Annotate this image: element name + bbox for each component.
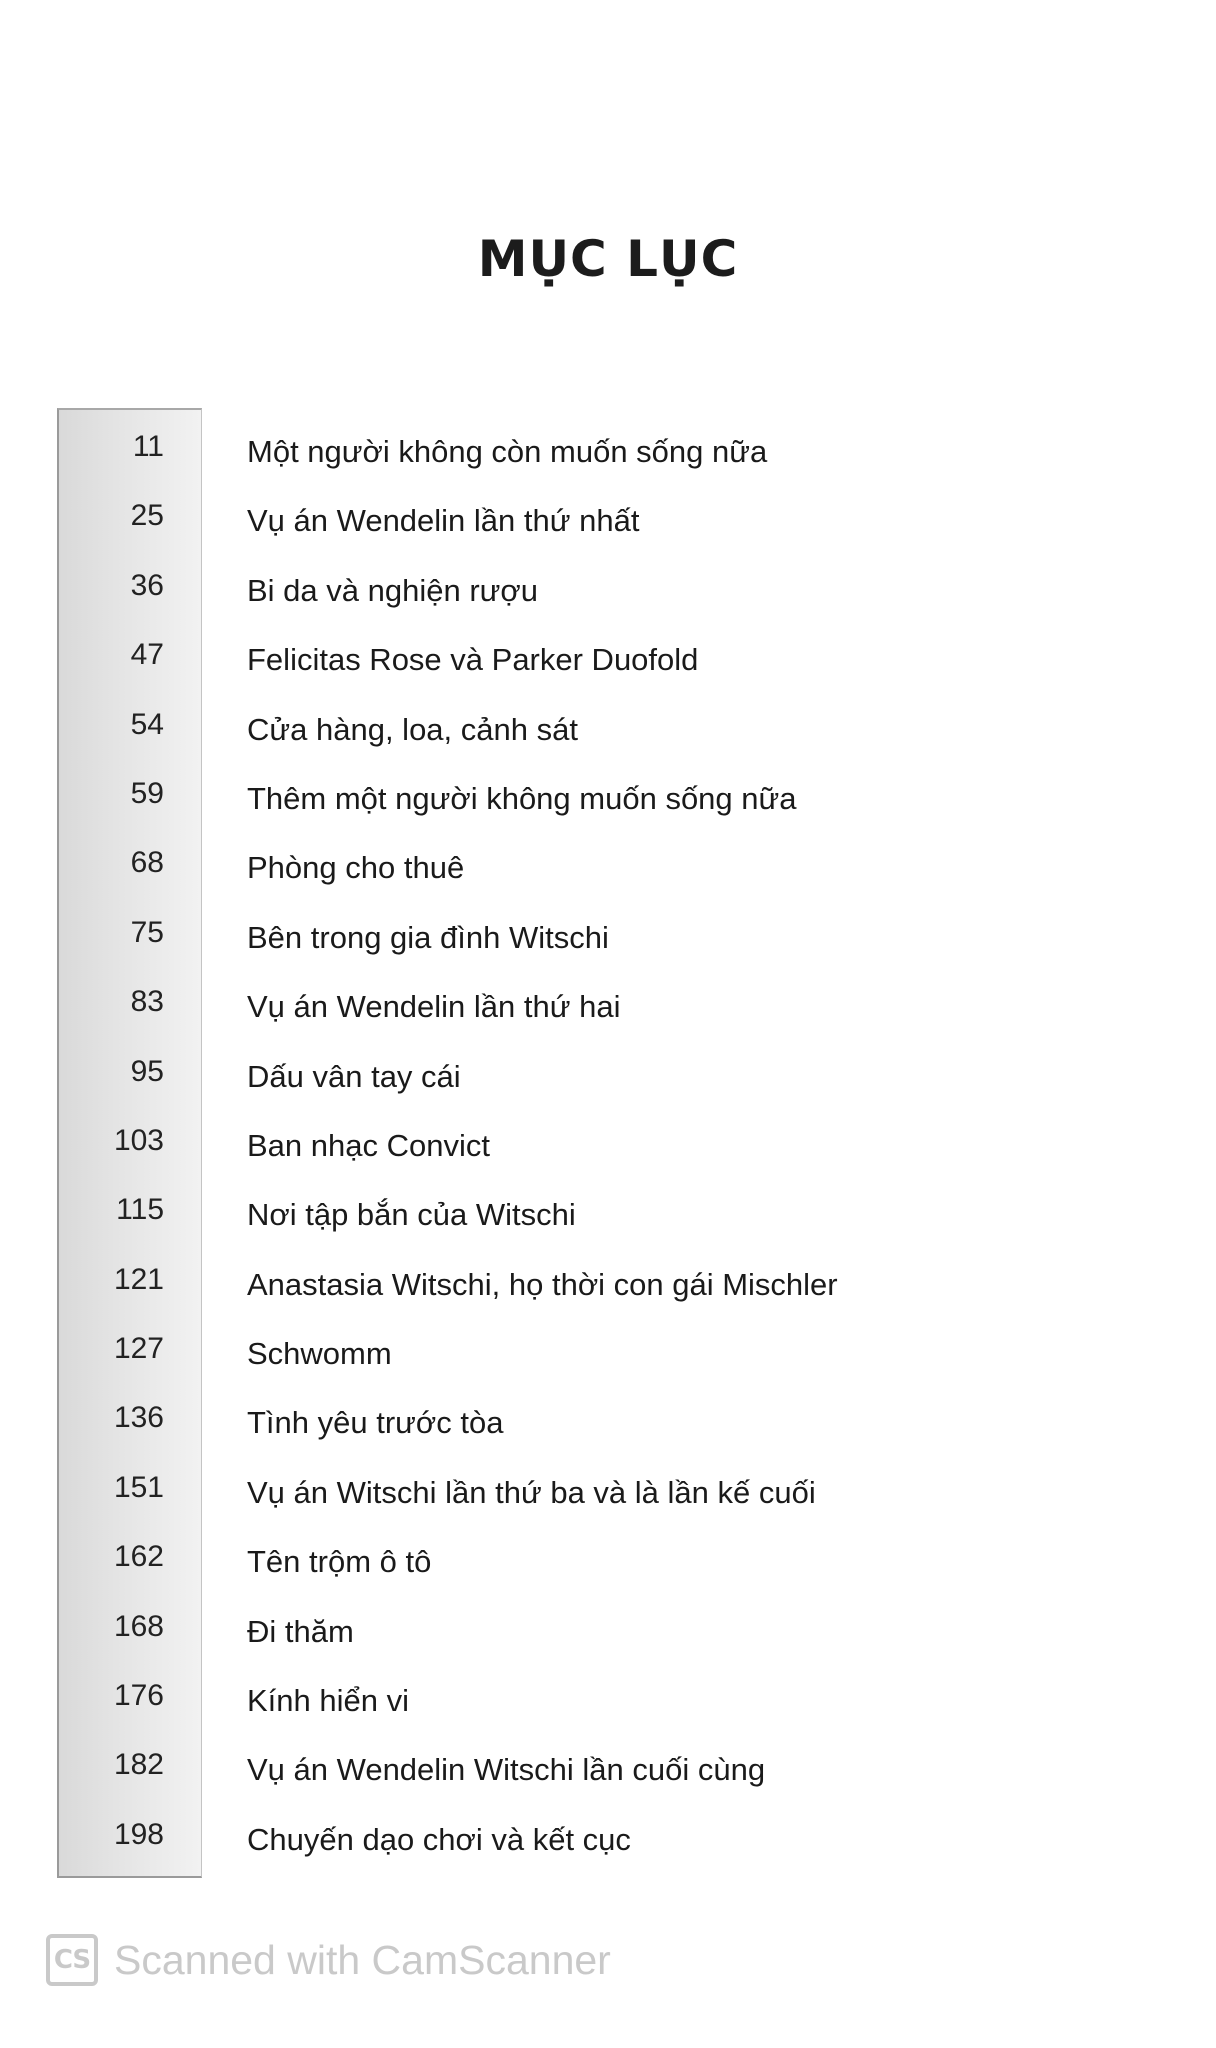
toc-chapter-title: Nơi tập bắn của Witschi — [247, 1197, 576, 1233]
toc-chapter-title: Phòng cho thuê — [247, 850, 465, 886]
toc-chapter-title: Một người không còn muốn sống nữa — [247, 434, 768, 469]
toc-chapter-title: Ban nhạc Convict — [247, 1127, 490, 1163]
toc-page-number: 11 — [132, 430, 164, 463]
toc-chapter-title: Dấu vân tay cái — [247, 1058, 461, 1094]
toc-chapter-title: Vụ án Witschi lần thứ ba và là lần kế cuối — [247, 1474, 816, 1510]
toc-entry — [0, 916, 1216, 985]
toc-chapter-title: Bên trong gia đình Witschi — [247, 919, 609, 955]
toc-chapter-title: Anastasia Witschi, họ thời con gái Mischler — [247, 1266, 838, 1302]
toc-page-number: 176 — [113, 1679, 164, 1713]
toc-entry — [0, 1193, 1216, 1262]
toc-page-number: 103 — [113, 1123, 164, 1157]
toc-entry — [0, 1540, 1216, 1609]
toc-chapter-title: Felicitas Rose và Parker Duofold — [247, 642, 699, 678]
table-of-contents — [0, 430, 1216, 1887]
toc-page-number: 25 — [130, 499, 164, 533]
toc-entry — [0, 1818, 1216, 1887]
toc-chapter-title: Chuyến dạo chơi và kết cục — [247, 1821, 631, 1857]
toc-page-number: 182 — [113, 1748, 164, 1782]
toc-entry — [0, 1610, 1216, 1679]
toc-chapter-title: Cửa hàng, loa, cảnh sát — [247, 711, 578, 747]
toc-chapter-title: Kính hiển vi — [247, 1683, 409, 1719]
page-title: MỤC LỤC — [477, 229, 739, 288]
toc-chapter-title: Bi da và nghiện rượu — [247, 572, 538, 608]
toc-entry — [0, 1679, 1216, 1748]
toc-chapter-title: Schwomm — [247, 1336, 392, 1372]
toc-entry — [0, 569, 1216, 638]
toc-page-number: 47 — [130, 638, 164, 672]
toc-chapter-title: Vụ án Wendelin lần thứ nhất — [247, 503, 640, 539]
toc-page-number: 198 — [113, 1817, 164, 1851]
toc-entry — [0, 985, 1216, 1054]
toc-page-number: 136 — [113, 1401, 164, 1435]
toc-page-number: 127 — [113, 1332, 164, 1366]
toc-chapter-title: Tình yêu trước tòa — [247, 1405, 504, 1441]
toc-entry — [0, 846, 1216, 915]
toc-entry — [0, 430, 1216, 499]
toc-page-number: 95 — [130, 1054, 164, 1088]
toc-entry — [0, 1471, 1216, 1540]
toc-entry — [0, 1401, 1216, 1470]
scanner-watermark — [46, 1930, 611, 1990]
toc-page-number: 115 — [116, 1193, 164, 1227]
toc-entry — [0, 1332, 1216, 1401]
toc-entry — [0, 1263, 1216, 1332]
toc-chapter-title: Tên trộm ô tô — [247, 1544, 432, 1580]
toc-page-number: 83 — [130, 985, 164, 1019]
toc-entry — [0, 499, 1216, 568]
watermark-text: Scanned with CamScanner — [114, 1936, 611, 1983]
toc-chapter-title: Vụ án Wendelin Witschi lần cuối cùng — [247, 1752, 766, 1788]
toc-entry — [0, 1124, 1216, 1193]
toc-page-number: 68 — [130, 846, 164, 880]
toc-chapter-title: Thêm một người không muốn sống nữa — [247, 780, 797, 816]
toc-page-number: 54 — [130, 707, 164, 741]
toc-chapter-title: Đi thăm — [247, 1613, 354, 1649]
toc-page-number: 75 — [130, 915, 164, 949]
toc-page-number: 121 — [113, 1262, 164, 1296]
toc-page-number: 168 — [113, 1609, 164, 1643]
camscanner-logo-icon: CS — [46, 1934, 98, 1986]
toc-page-number: 59 — [130, 776, 164, 810]
toc-entry — [0, 1055, 1216, 1124]
toc-page-number: 151 — [113, 1470, 164, 1504]
toc-page-number: 36 — [130, 568, 164, 602]
toc-entry — [0, 638, 1216, 707]
toc-entry — [0, 1748, 1216, 1817]
toc-entry — [0, 708, 1216, 777]
toc-chapter-title: Vụ án Wendelin lần thứ hai — [247, 989, 621, 1025]
toc-entry — [0, 777, 1216, 846]
toc-page-number: 162 — [113, 1540, 164, 1574]
